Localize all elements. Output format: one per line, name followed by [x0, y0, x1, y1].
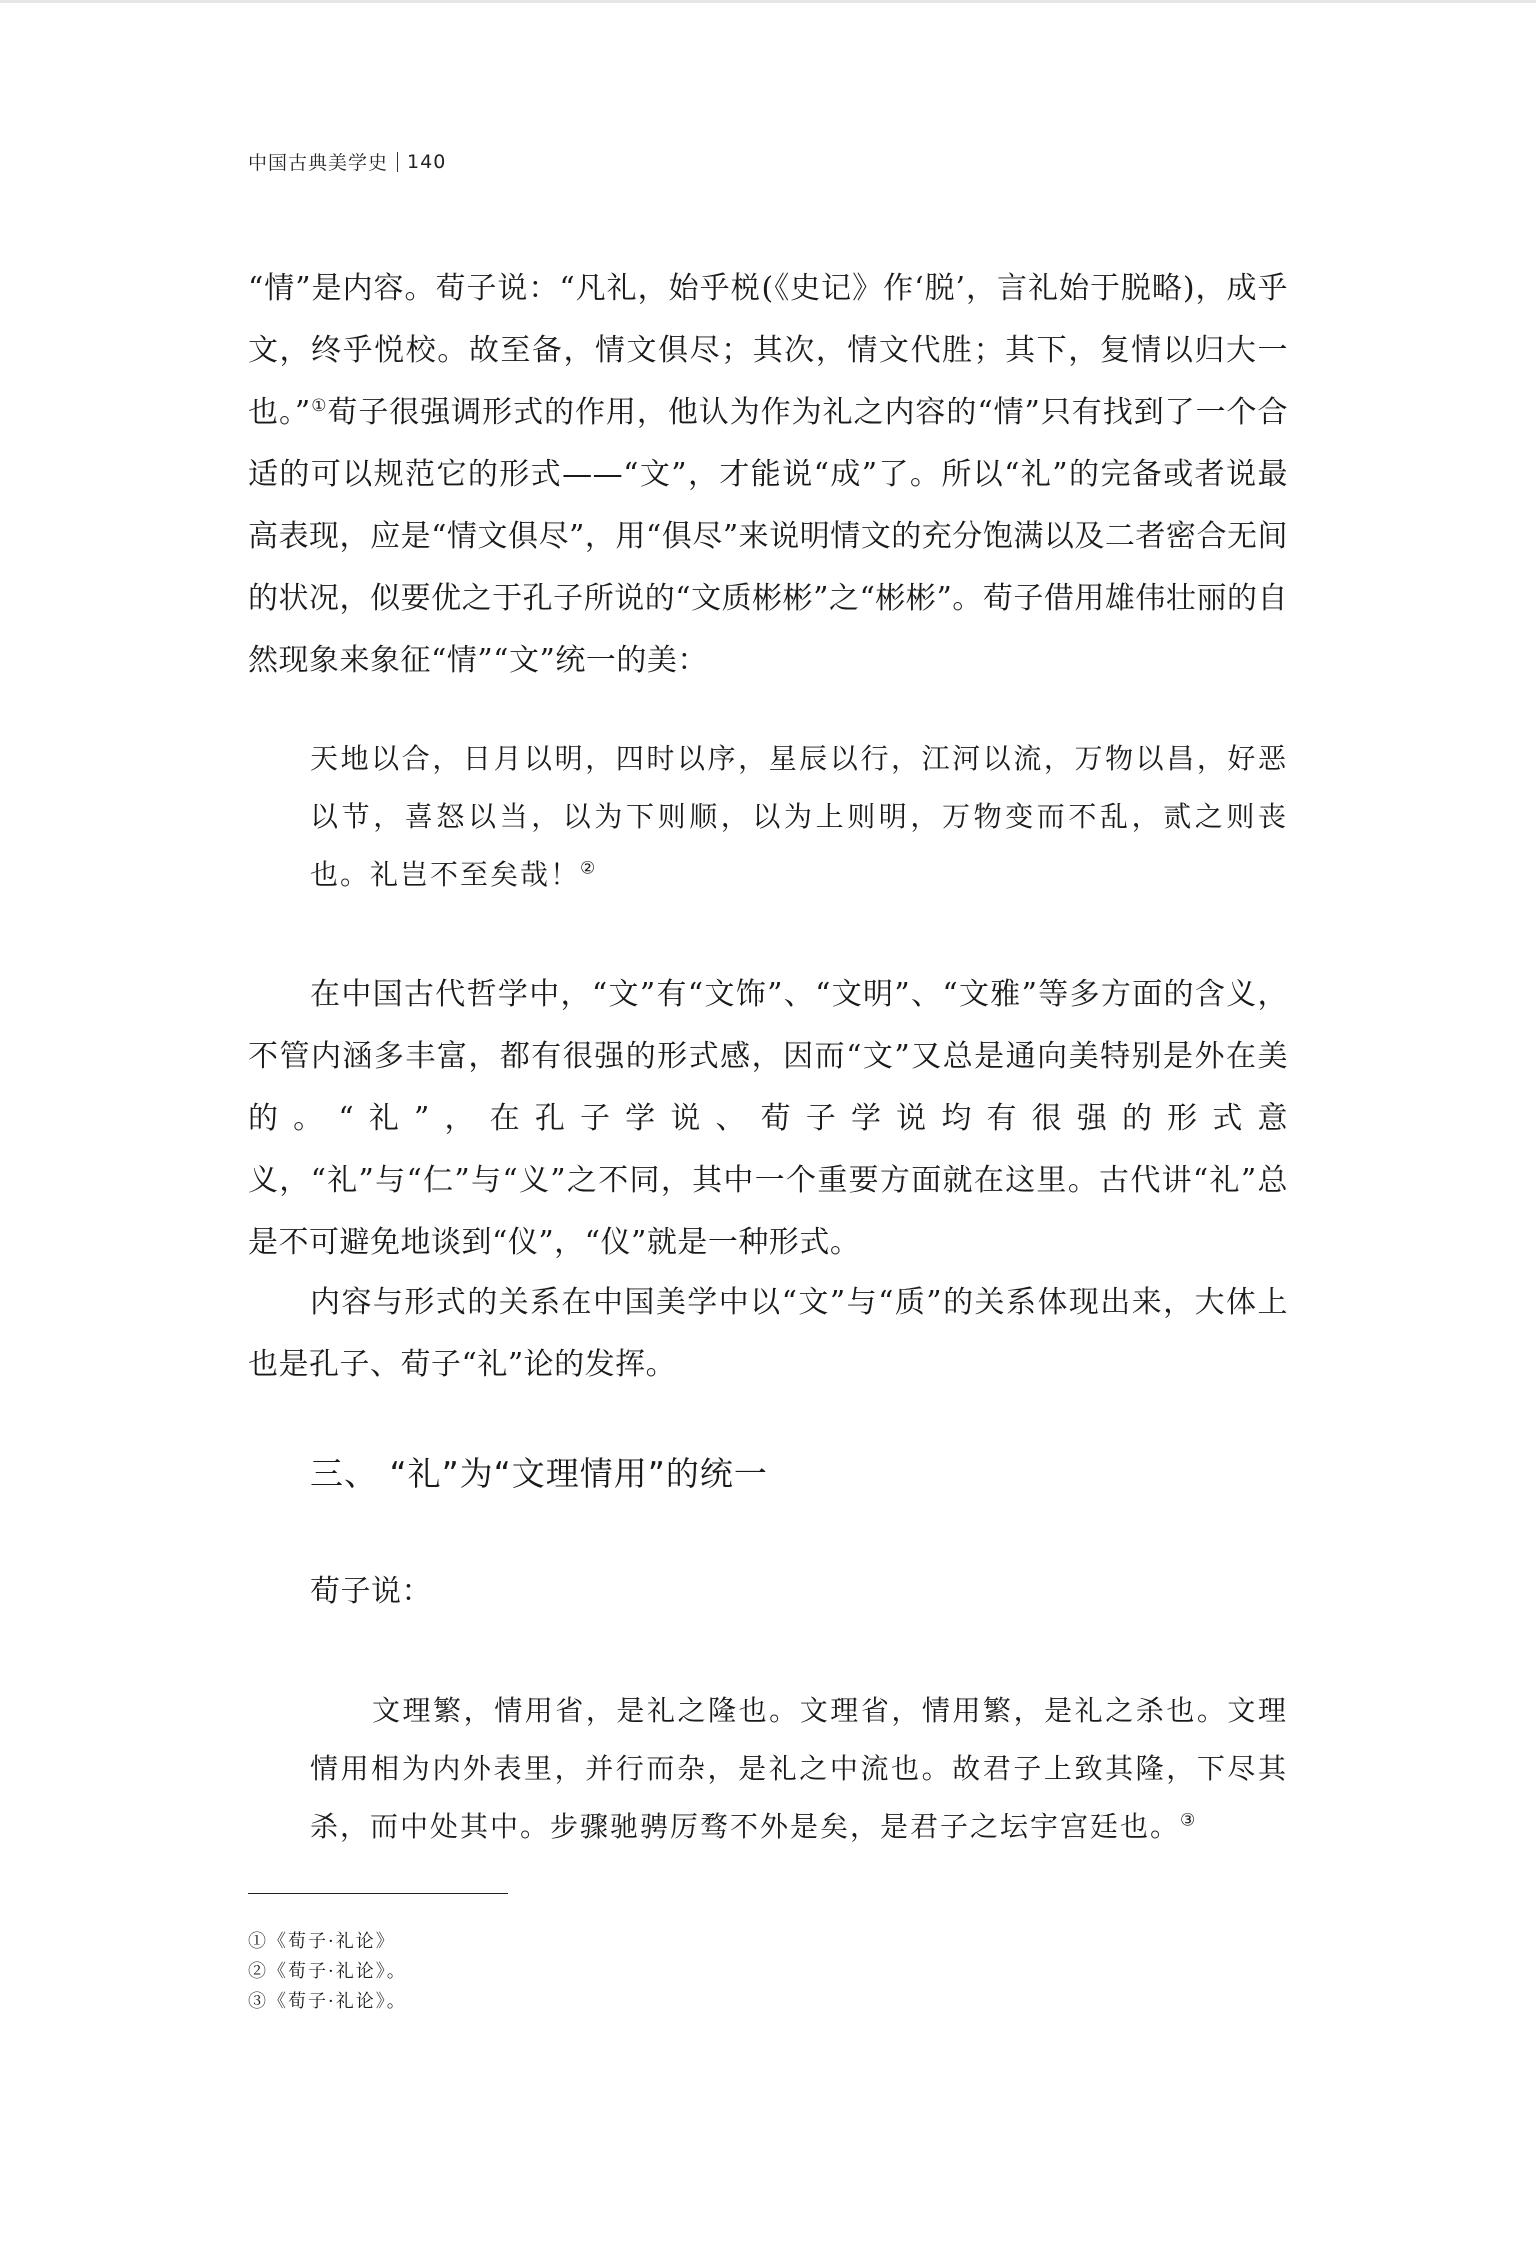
footnote-ref-3[interactable]: ③: [1180, 1810, 1198, 1831]
paragraph-1-text-b: 荀子很强调形式的作用，他认为作为礼之内容的“情”只有找到了一个合适的可以规范它的形式——“文”，才能说“成”了。所以“礼”的完备或者说最高表现，应是“情文俱尽”，用“俱尽”来说明情文的充分饱满以及二者密合无间的状况，似要优之于孔子所说的“文质彬彬”之“彬彬”。荀子借用雄伟壮丽的自然现象来象征“情”“文”统一的美：: [248, 395, 1288, 678]
paragraph-3-text: 内容与形式的关系在中国美学中以“文”与“质”的关系体现出来，大体上也是孔子、荀子“礼”论的发挥。: [248, 1285, 1288, 1382]
book-title: 中国古典美学史: [248, 152, 389, 174]
section-heading: 三、 “礼”为“文理情用”的统一: [310, 1454, 768, 1493]
paragraph-2: [248, 964, 1288, 1274]
footnote-ref-1[interactable]: ①: [310, 396, 328, 416]
block-quote-1-text: 天地以合，日月以明，四时以序，星辰以行，江河以流，万物以昌，好恶以节，喜怒以当，以为下则顺，以为上则明，万物变而不乱，贰之则丧也。礼岂不至矣哉！: [310, 742, 1288, 891]
footnotes: [248, 1927, 407, 2017]
block-quote-1: [310, 730, 1288, 904]
paragraph-3: [248, 1272, 1288, 1396]
footnote-ref-2[interactable]: ②: [580, 858, 598, 879]
paragraph-4: [248, 1561, 1288, 1623]
page-number: 140: [407, 150, 447, 173]
paragraph-1-text-a: “情”是内容。荀子说：“凡礼，始乎棁(《史记》作‘脱’，言礼始于脱略)，成乎文，终乎悦校。故至备，情文俱尽；其次，情文代胜；其下，复情以归大一也。”: [248, 271, 1288, 430]
footnote-2: ②《荀子·礼论》。: [248, 1961, 407, 1982]
running-header: [248, 148, 446, 175]
block-quote-2: [310, 1682, 1288, 1856]
footnote-3: ③《荀子·礼论》。: [248, 1991, 407, 2012]
paragraph-2-text: 在中国古代哲学中，“文”有“文饰”、“文明”、“文雅”等多方面的含义，不管内涵多丰富，都有很强的形式感，因而“文”又总是通向美特别是外在美的。“礼”，在孔子学说、荀子学说均有很强的形式意义，“礼”与“仁”与“义”之不同，其中一个重要方面就在这里。古代讲“礼”总是不可避免地谈到“仪”，“仪”就是一种形式。: [248, 977, 1288, 1260]
paragraph-4-text: 荀子说：: [310, 1574, 432, 1609]
header-separator: [397, 152, 398, 172]
footnote-divider: [248, 1893, 508, 1894]
block-quote-2-text: 文理繁，情用省，是礼之隆也。文理省，情用繁，是礼之杀也。文理情用相为内外表里，并行而杂，是礼之中流也。故君子上致其隆，下尽其杀，而中处其中。步骤驰骋厉骛不外是矣，是君子之坛宇宫廷也。: [310, 1694, 1288, 1843]
page-top-edge: [0, 0, 1536, 3]
footnote-1: ①《荀子·礼论》: [248, 1931, 396, 1952]
paragraph-1: [248, 258, 1288, 692]
